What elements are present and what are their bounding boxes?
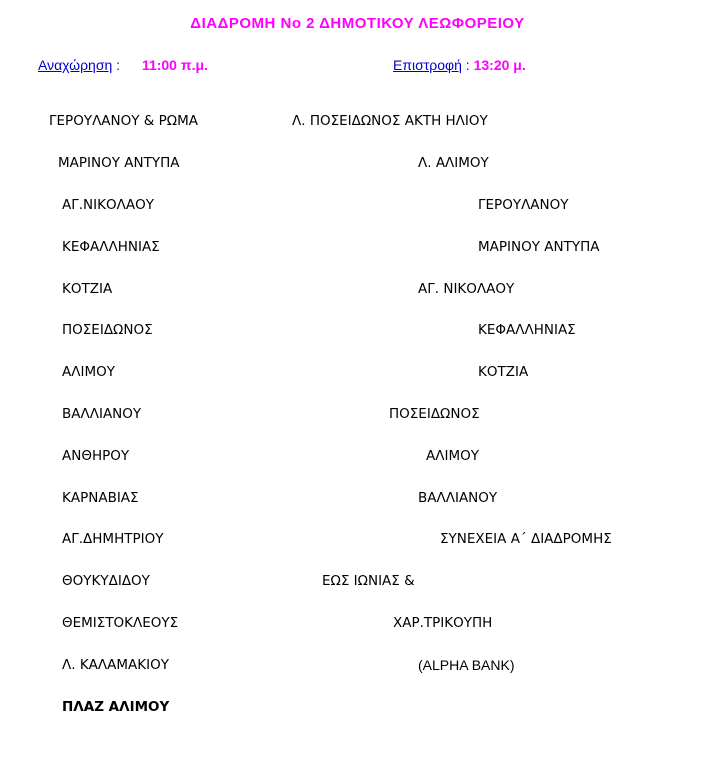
page-title: ΔΙΑΔΡΟΜΗ Νο 2 ΔΗΜΟΤΙΚΟΥ ΛΕΩΦΟΡΕΙΟΥ (190, 15, 525, 32)
return-stop: ΚΟΤΖΙΑ (478, 364, 529, 380)
outbound-stop: Λ. ΚΑΛΑΜΑΚΙΟΥ (62, 657, 169, 673)
departure-row (38, 57, 208, 73)
outbound-stop: ΚΕΦΑΛΛΗΝΙΑΣ (62, 239, 160, 255)
outbound-final-stop: ΠΛΑΖ ΑΛΙΜΟΥ (62, 699, 170, 715)
outbound-stop: ΑΛΙΜΟΥ (62, 364, 115, 380)
outbound-stop: ΑΓ.ΝΙΚΟΛΑΟΥ (62, 197, 154, 213)
outbound-stop: ΘΕΜΙΣΤΟΚΛΕΟΥΣ (62, 615, 179, 631)
outbound-stop: ΚΟΤΖΙΑ (62, 281, 113, 297)
return-stop: ΕΩΣ ΙΩΝΙΑΣ & (322, 573, 415, 589)
return-label-link[interactable]: Επιστροφή (393, 57, 462, 73)
departure-time: 11:00 π.μ. (141, 57, 208, 73)
outbound-stop: ΒΑΛΛΙΑΝΟΥ (62, 406, 142, 422)
outbound-stop: ΘΟΥΚΥΔΙΔΟΥ (62, 573, 150, 589)
outbound-stop: ΑΓ.ΔΗΜΗΤΡΙΟΥ (62, 531, 164, 547)
outbound-stop: ΑΝΘΗΡΟΥ (62, 448, 130, 464)
return-stop: ΣΥΝΕΧΕΙΑ Α΄ ΔΙΑΔΡΟΜΗΣ (440, 531, 612, 547)
return-time: 13:20 μ. (473, 57, 526, 73)
departure-label-link[interactable]: Αναχώρηση (38, 57, 113, 73)
departure-separator: : (112, 57, 124, 73)
outbound-stop: ΜΑΡΙΝΟΥ ΑΝΤΥΠΑ (58, 155, 180, 171)
return-stop: ΑΛΙΜΟΥ (426, 448, 479, 464)
outbound-stop: ΚΑΡΝΑΒΙΑΣ (62, 490, 139, 506)
return-stop: (ALPHA BANK) (418, 657, 515, 673)
return-separator: : (461, 57, 474, 73)
return-stop: ΒΑΛΛΙΑΝΟΥ (418, 490, 498, 506)
return-stop: ΧΑΡ.ΤΡΙΚΟΥΠΗ (393, 615, 493, 631)
outbound-stop: ΓΕΡΟΥΛΑΝΟΥ & ΡΩΜΑ (49, 113, 198, 129)
outbound-stop: ΠΟΣΕΙΔΩΝΟΣ (62, 322, 153, 338)
return-stop: Λ. ΑΛΙΜΟΥ (418, 155, 489, 171)
return-stop: ΠΟΣΕΙΔΩΝΟΣ (389, 406, 480, 422)
return-row (393, 57, 526, 73)
return-stop: ΑΓ. ΝΙΚΟΛΑΟΥ (418, 281, 515, 297)
return-stop: Λ. ΠΟΣΕΙΔΩΝΟΣ ΑΚΤΗ ΗΛΙΟΥ (292, 113, 488, 129)
return-stop: ΚΕΦΑΛΛΗΝΙΑΣ (478, 322, 576, 338)
return-stop: ΜΑΡΙΝΟΥ ΑΝΤΥΠΑ (478, 239, 600, 255)
return-stop: ΓΕΡΟΥΛΑΝΟΥ (478, 197, 569, 213)
